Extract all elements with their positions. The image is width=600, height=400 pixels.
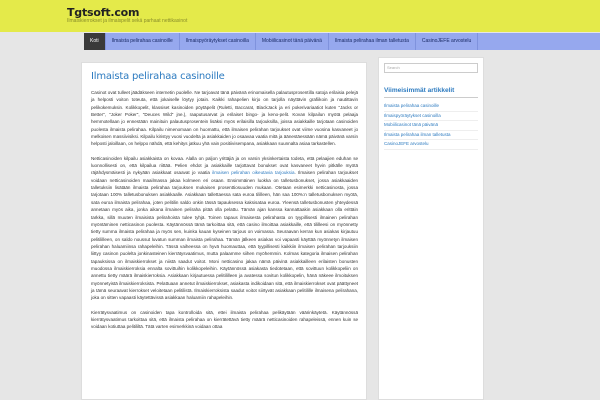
post-body <box>91 89 358 331</box>
list-item[interactable]: Ilmaista pelirahaa ilman talletusta <box>384 131 478 141</box>
main-nav <box>84 33 600 50</box>
site-title[interactable]: Tgtsoft.com <box>67 6 140 19</box>
paragraph-text: . Ilmaisen pelirahan tarjoukset voidaan netticasinoiden maailmassa jakaa kolmeen eri osaan. Ensimmäinen luokka on talletusbonukset, jossa asiakkaaiden talletuksiin lisätään ilmaista pelirahaa tarjouksen mukaisen prosenttiosuuden mukaan. Otetaan esimerkki netticasinosta, jossa tarjotaan 100% talletusbonuksen asiakkaalle. Asiakkaan tallettaessa sata euroa tililleen, hän saa 100%:n talletusbonuksen myötä, sata euroa ilmaista pelirahaa, joten pelitilin saldo onkin tässä tapauksessa kaksisataa euroa. Yleensä talletusbonusten yhteydessä annetaan myös aika, jonka aikana ilmainen peliraha pitää olla pelattu. Tämän ajan kanssa kannattaakin asiakkaan olla erittäin tarkka, sillä muuten ilmaisista pelirahoista tulee tyhjä. Toinen tapaus ilmaisesta pelirahasta on tyypillisesti ilmainen pelirahan myöntäminen netticasinon puolesta. Käytännössä tämä tarkoittaa sitä, että casino ilmoittaa asiakkaille, että tililleesi on myönnetty tietty summa ilmaista pelirahaa ja myös sen, kuinka kauan kyseinen tarjous on voimassa. Seuraavan kerran kun asiakas kirjautuu pelitililleen, on saldo noussut luvatun summan ilmaista pelirahaa. Tämän jälkeen asiakas voi vapaasti käyttää myönnetyn ilmaisen pelirahan haluamiinsa rahapeleihin. Tässä vaiheessa on hyvä huomauttaa, että tyypillisesti kaikkiin ilmaisen pelirahan tarjouksiin liittyy casinon puolelta jonkinasteinen kierrätysvaatimus, mutta palaamme siihen myöhemmin. Kolmas kategoria ilmaisen pelirahan tapauksissa on ilmaiskierrokset ja niistä saadut voitot. Moni netticasino jakaa nämä päivinä asiakkailleen erilaisten bonusten muodossa ilmaiskierroksia ennalta sovittuihin kolikkopeleihin. Käytännössä asiakasta tiedotetaan, että sovittuun kolikkopeliin on annettu tietty määrä ilmaiskierroksia. Asiakkaan kirjautuessa pelitililleen ja avatessa sovitun kolikkopelin, hänä näkeee ilmoituksen myönnetyistä ilmaiskierroksista. Pelattuaan annetut ilmaiskierrokset, asiakasta indikoidaan sitä, että ilmaiskierrokset ovat päättyneet ja tämä seuraavat kierrokset veloitetaan pelitilistä. Ilmaiskierroksista saadut voitot siirtyvät asiakkaan pelitilille ilmaisena pelirahana, joka on sitten vapaasti käytettävissä asiakkaan haluamiin rahapeleihin. <box>91 170 359 301</box>
nav-item-free-money[interactable]: Ilmaista pelirahaa casinoille <box>106 33 180 50</box>
list-item[interactable]: Ilmaista pelirahaa casinoille <box>384 102 478 112</box>
search-input[interactable]: Search <box>384 63 478 73</box>
nav-item-home[interactable]: Koti <box>84 33 106 50</box>
post-paragraph: Casinot ovat tulleet jäädäkseen internetin puolelle. Ne tarjoavat tänä päivänä erinomaisella palautusprosentilla satoja erilaisia pelejä ja helposti voiton toteuta, että jokaiselle löytyy jotain. Kaikki rahapelien kirjo on tarjolla näyttävin grafiikoin ja nautittavin pelikokemuksin. Kolikkopelit, klassiset kasinoiden pöytäpelit (Ruletti, Baccarat, BlackJack ja eri pokerivariaatiot kuten "Jacks or Better", "Joker Poker", "Deuces Wild" jne.), raaputusarvat ja erilaiset bingo- ja keno-pelit. Kovan kilpailun myötä pelaaja hemmotellaan jo ennestään mainituin palautusprosentein lisäksi myös erilaisilla tarjouksilla, joissa asiakkaille tarjotaan casinoiden puolesta ilmaista pelirahaa. Kilpailu nimenomaan on huomattu, että ilmaisen pelirahan tarjoukset ovat viime vuosina kasvaneet jo melkoisen massiivisiksi. Kilpailu kiristyy vuosi vuodelta ja asiakkaiden jo osaavaa vaatia mitä ja äänestäessään nämä päivänä varsin helposti jaloillaan, on helppo nähdä, että kehitys jatkuu yhä vain positiivisempana, asiakkaan suunnalta asiaa tarkastellen. <box>91 90 358 147</box>
post-title[interactable]: Ilmaista pelirahaa casinoille <box>91 71 225 82</box>
list-item[interactable]: Mobiilicasinot tänä päivänä <box>384 121 478 131</box>
post-paragraph <box>91 155 358 302</box>
sidebar <box>378 57 484 400</box>
inline-link[interactable]: ilmaisen pelirahan oikeutavia tarjouksia <box>212 170 295 176</box>
post-paragraph: Kierrätysvaatimus on casinoiden tapa kontrolloida sitä, ettei ilmaista pelirahaa pelikäytään väärinkäytetä. Käytännössä kierrätysvaatimus tarkoittaa sitä, että ilmaista pelirahaa on kierrätettävä tietty määrä netticasinoiden rahapeleissä, ennen kuin se voidaan kotiuttaa pelitililtä. Tätä varten esimerkkinä voidaan ottaa <box>91 309 358 330</box>
paragraph-text: Netticasinoiden kilpailu asiakkaista on kovaa. Alalla on paljon yrittäjiä ja on varsin yksinkertaista todeta, että pelaajien eduhan se luonnollisesti on, että kilpailua riittää. Pelien ehdot ja asiakkaille tarjottavat bonukset ovat kasvaneet hyvin pitkälle myötä räjähdysmäisesti ja nykyään asiakkaat osaavat jo vaatia <box>91 155 358 176</box>
list-item[interactable]: CasinoJEFE arvostelu <box>384 140 478 150</box>
recent-articles-list <box>384 102 478 150</box>
nav-item-no-deposit[interactable]: Ilmaista pelirahaa ilman talletusta <box>329 33 416 50</box>
list-item[interactable]: Ilmaispyöräytykset casinoilla <box>384 112 478 122</box>
nav-item-casinojefe[interactable]: CasinoJEFE arvostelu <box>416 33 478 50</box>
site-header <box>0 0 600 32</box>
site-description: Ilmaiskierrokset ja ilmaispelit sekä parhaat nettikasinot <box>67 18 188 24</box>
widget-title: Viimeisimmät artikkelit <box>384 87 478 98</box>
main-content <box>81 62 367 400</box>
nav-item-mobile-casinos[interactable]: Mobiilicasinot tänä päivänä <box>256 33 329 50</box>
nav-item-free-spins[interactable]: Ilmaispyöräytykset casinoilla <box>180 33 256 50</box>
